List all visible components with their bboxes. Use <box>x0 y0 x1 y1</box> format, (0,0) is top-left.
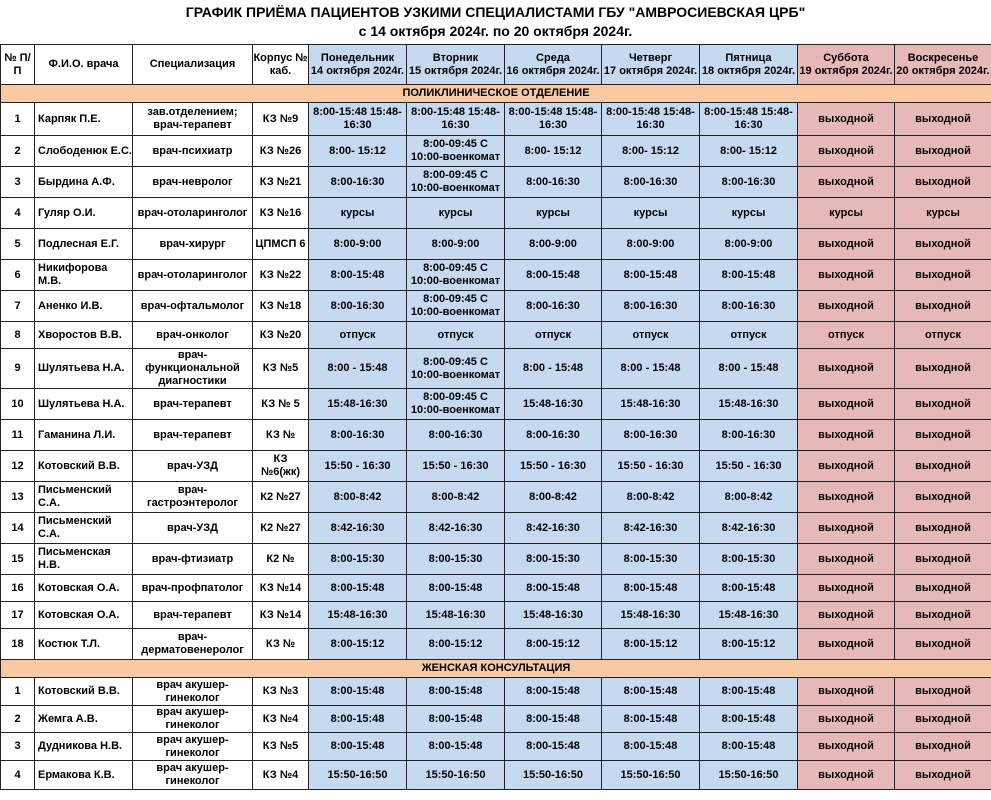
cell-num: 1 <box>1 678 35 706</box>
cell-day-schedule: выходной <box>798 629 895 660</box>
table-row <box>1 198 991 229</box>
cell-day-schedule: 8:00-8:42 <box>407 482 505 513</box>
table-row <box>1 733 991 761</box>
cell-day-schedule: 15:50-16:50 <box>309 761 407 790</box>
cell-num: 4 <box>1 761 35 790</box>
cell-day-schedule: 8:00-09:45 С 10:00-военкомат <box>407 291 505 322</box>
cell-day-schedule: 8:00-9:00 <box>309 229 407 260</box>
cell-day-schedule: выходной <box>798 575 895 602</box>
cell-day-schedule: выходной <box>798 103 895 136</box>
cell-day-schedule: 8:00-15:48 15:48-16:30 <box>407 103 505 136</box>
cell-day-schedule: отпуск <box>700 322 798 349</box>
cell-day-schedule: 15:50-16:50 <box>505 761 602 790</box>
cell-doctor-name: Гуляр О.И. <box>35 198 133 229</box>
schedule-body <box>1 85 991 790</box>
cell-day-schedule: 8:00-16:30 <box>700 291 798 322</box>
header-room: Корпус № каб. <box>253 45 309 85</box>
cell-day-schedule: 8:00-8:42 <box>602 482 700 513</box>
cell-room: КЗ № 5 <box>253 389 309 420</box>
cell-num: 7 <box>1 291 35 322</box>
cell-doctor-name: Шулятьева Н.А. <box>35 389 133 420</box>
cell-day-schedule: 8:00-15:48 <box>407 678 505 706</box>
cell-day-schedule: 8:00-15:30 <box>602 544 700 575</box>
table-row <box>1 229 991 260</box>
cell-day-schedule: 8:00-16:30 <box>602 420 700 451</box>
cell-day-schedule: 8:00-15:12 <box>602 629 700 660</box>
cell-specialization: врач-отоларинголог <box>133 260 253 291</box>
cell-doctor-name: Ермакова К.В. <box>35 761 133 790</box>
cell-day-schedule: выходной <box>895 167 991 198</box>
cell-doctor-name: Хворостов В.В. <box>35 322 133 349</box>
title-line-2: с 14 октября 2024г. по 20 октября 2024г. <box>358 23 633 39</box>
header-name: Ф.И.О. врача <box>35 45 133 85</box>
cell-day-schedule: 8:00 - 15:48 <box>309 349 407 389</box>
cell-day-schedule: 8:00-15:30 <box>309 544 407 575</box>
cell-specialization: врач-терапевт <box>133 602 253 629</box>
cell-num: 3 <box>1 167 35 198</box>
cell-num: 2 <box>1 706 35 733</box>
cell-day-schedule: 8:00-16:30 <box>309 291 407 322</box>
header-spec: Специализация <box>133 45 253 85</box>
cell-day-schedule: 15:50-16:50 <box>700 761 798 790</box>
cell-doctor-name: Аненко И.В. <box>35 291 133 322</box>
cell-room: ЦПМСП 6 <box>253 229 309 260</box>
cell-day-schedule: 8:00-15:48 15:48-16:30 <box>602 103 700 136</box>
cell-doctor-name: Письменская Н.В. <box>35 544 133 575</box>
table-row <box>1 629 991 660</box>
cell-day-schedule: 15:48-16:30 <box>505 389 602 420</box>
cell-day-schedule: 8:00-15:48 <box>505 678 602 706</box>
cell-day-schedule: 15:48-16:30 <box>700 389 798 420</box>
cell-num: 5 <box>1 229 35 260</box>
cell-day-schedule: выходной <box>895 761 991 790</box>
table-row <box>1 544 991 575</box>
cell-doctor-name: Письменский С.А. <box>35 513 133 544</box>
table-row <box>1 602 991 629</box>
cell-day-schedule: 8:00- 15:12 <box>700 136 798 167</box>
cell-day-schedule: 15:48-16:30 <box>602 389 700 420</box>
table-row <box>1 761 991 790</box>
cell-num: 12 <box>1 451 35 482</box>
cell-room: КЗ № <box>253 420 309 451</box>
cell-day-schedule: 8:00-15:48 <box>505 260 602 291</box>
cell-day-schedule: выходной <box>895 136 991 167</box>
cell-specialization: врач акушер-гинеколог <box>133 706 253 733</box>
cell-specialization: врач акушер-гинеколог <box>133 761 253 790</box>
cell-room: КЗ №14 <box>253 602 309 629</box>
cell-day-schedule: выходной <box>798 420 895 451</box>
cell-specialization: врач-УЗД <box>133 513 253 544</box>
cell-day-schedule: выходной <box>895 451 991 482</box>
cell-specialization: врач- функциональной диагностики <box>133 349 253 389</box>
cell-day-schedule: 8:42-16:30 <box>505 513 602 544</box>
cell-day-schedule: 15:48-16:30 <box>602 602 700 629</box>
cell-room: КЗ №4 <box>253 706 309 733</box>
cell-num: 8 <box>1 322 35 349</box>
cell-day-schedule: 15:50 - 16:30 <box>602 451 700 482</box>
cell-specialization: врач-профпатолог <box>133 575 253 602</box>
cell-day-schedule: курсы <box>895 198 991 229</box>
cell-day-schedule: выходной <box>895 103 991 136</box>
cell-day-schedule: выходной <box>895 229 991 260</box>
cell-day-schedule: выходной <box>798 678 895 706</box>
cell-day-schedule: выходной <box>798 349 895 389</box>
cell-day-schedule: выходной <box>798 761 895 790</box>
cell-num: 3 <box>1 733 35 761</box>
cell-num: 2 <box>1 136 35 167</box>
cell-day-schedule: выходной <box>798 544 895 575</box>
cell-day-schedule: выходной <box>798 482 895 513</box>
cell-day-schedule: 8:00-15:48 <box>602 260 700 291</box>
section-header-row <box>1 85 991 103</box>
cell-day-schedule: 8:00-15:48 <box>700 575 798 602</box>
header-day-wed: Среда 16 октября 2024г. <box>505 45 602 85</box>
cell-day-schedule: выходной <box>895 420 991 451</box>
cell-num: 10 <box>1 389 35 420</box>
cell-doctor-name: Котовский В.В. <box>35 451 133 482</box>
cell-room: К2 №27 <box>253 482 309 513</box>
cell-day-schedule: выходной <box>798 136 895 167</box>
cell-day-schedule: отпуск <box>602 322 700 349</box>
cell-day-schedule: 8:42-16:30 <box>700 513 798 544</box>
cell-day-schedule: 8:00-15:48 <box>602 678 700 706</box>
cell-specialization: зав.отделением; врач-терапевт <box>133 103 253 136</box>
cell-day-schedule: выходной <box>895 629 991 660</box>
cell-doctor-name: Никифорова М.В. <box>35 260 133 291</box>
cell-day-schedule: 8:00-16:30 <box>309 420 407 451</box>
cell-room: КЗ №20 <box>253 322 309 349</box>
cell-num: 14 <box>1 513 35 544</box>
cell-day-schedule: 8:00-15:48 <box>700 706 798 733</box>
cell-day-schedule: 15:48-16:30 <box>309 389 407 420</box>
table-row <box>1 575 991 602</box>
cell-doctor-name: Подлесная Е.Г. <box>35 229 133 260</box>
cell-day-schedule: 8:00- 15:12 <box>505 136 602 167</box>
cell-num: 6 <box>1 260 35 291</box>
cell-room: КЗ №18 <box>253 291 309 322</box>
cell-day-schedule: 8:00-16:30 <box>700 420 798 451</box>
cell-num: 1 <box>1 103 35 136</box>
cell-room: КЗ №5 <box>253 733 309 761</box>
cell-day-schedule: выходной <box>798 389 895 420</box>
cell-day-schedule: курсы <box>407 198 505 229</box>
cell-day-schedule: 8:00-9:00 <box>505 229 602 260</box>
cell-specialization: врач-невролог <box>133 167 253 198</box>
cell-specialization: врач акушер-гинеколог <box>133 678 253 706</box>
cell-specialization: врач-терапевт <box>133 420 253 451</box>
schedule-table <box>0 44 991 790</box>
cell-day-schedule: 8:00-15:48 <box>407 706 505 733</box>
title-line-1: ГРАФИК ПРИЁМА ПАЦИЕНТОВ УЗКИМИ СПЕЦИАЛИСТАМИ ГБУ "АМВРОСИЕВСКАЯ ЦРБ" <box>185 4 806 20</box>
cell-room: КЗ №22 <box>253 260 309 291</box>
table-row <box>1 322 991 349</box>
cell-day-schedule: выходной <box>895 575 991 602</box>
cell-day-schedule: 8:42-16:30 <box>309 513 407 544</box>
header-day-mon: Понедельник 14 октября 2024г. <box>309 45 407 85</box>
cell-day-schedule: 8:00-15:48 <box>602 575 700 602</box>
cell-day-schedule: отпуск <box>505 322 602 349</box>
cell-day-schedule: 8:00-15:48 <box>505 575 602 602</box>
cell-day-schedule: 8:00-09:45 С 10:00-военкомат <box>407 136 505 167</box>
cell-day-schedule: 8:00 - 15:48 <box>505 349 602 389</box>
cell-day-schedule: выходной <box>895 678 991 706</box>
cell-room: КЗ №5 <box>253 349 309 389</box>
table-row <box>1 167 991 198</box>
cell-room: КЗ №4 <box>253 761 309 790</box>
cell-day-schedule: 8:00-15:48 <box>309 575 407 602</box>
cell-day-schedule: 8:00-15:48 <box>700 260 798 291</box>
cell-day-schedule: выходной <box>798 706 895 733</box>
cell-day-schedule: 8:00-15:30 <box>505 544 602 575</box>
cell-day-schedule: 8:00-09:45 С 10:00-военкомат <box>407 167 505 198</box>
cell-day-schedule: выходной <box>798 291 895 322</box>
cell-day-schedule: выходной <box>895 513 991 544</box>
cell-doctor-name: Карпяк П.Е. <box>35 103 133 136</box>
cell-day-schedule: 8:00-15:48 15:48-16:30 <box>700 103 798 136</box>
cell-day-schedule: 8:00- 15:12 <box>309 136 407 167</box>
cell-day-schedule: 8:00-15:48 15:48-16:30 <box>309 103 407 136</box>
cell-day-schedule: 8:00-15:48 <box>407 575 505 602</box>
cell-room: КЗ №3 <box>253 678 309 706</box>
cell-doctor-name: Котовская О.А. <box>35 602 133 629</box>
cell-num: 13 <box>1 482 35 513</box>
cell-num: 11 <box>1 420 35 451</box>
cell-doctor-name: Котовская О.А. <box>35 575 133 602</box>
cell-day-schedule: выходной <box>895 733 991 761</box>
table-row <box>1 706 991 733</box>
cell-day-schedule: 8:00-15:48 <box>309 260 407 291</box>
cell-day-schedule: 15:50-16:50 <box>407 761 505 790</box>
table-row <box>1 136 991 167</box>
cell-room: КЗ № <box>253 629 309 660</box>
cell-day-schedule: выходной <box>895 291 991 322</box>
cell-day-schedule: 8:00-16:30 <box>505 167 602 198</box>
cell-day-schedule: 8:00-15:48 <box>602 733 700 761</box>
cell-day-schedule: 8:00-16:30 <box>700 167 798 198</box>
cell-day-schedule: выходной <box>798 733 895 761</box>
table-row <box>1 513 991 544</box>
cell-doctor-name: Жемга А.В. <box>35 706 133 733</box>
schedule-title <box>0 0 991 44</box>
cell-room: КЗ №14 <box>253 575 309 602</box>
cell-day-schedule: 8:00-15:48 <box>505 733 602 761</box>
cell-day-schedule: 8:00-8:42 <box>700 482 798 513</box>
cell-day-schedule: курсы <box>700 198 798 229</box>
cell-day-schedule: 8:00-15:48 <box>505 706 602 733</box>
cell-day-schedule: 8:00-16:30 <box>505 420 602 451</box>
cell-day-schedule: 8:00-8:42 <box>309 482 407 513</box>
cell-day-schedule: выходной <box>798 451 895 482</box>
cell-day-schedule: выходной <box>895 544 991 575</box>
cell-doctor-name: Слободенюк Е.С. <box>35 136 133 167</box>
cell-day-schedule: 8:00-15:30 <box>407 544 505 575</box>
cell-day-schedule: 8:42-16:30 <box>407 513 505 544</box>
cell-day-schedule: курсы <box>798 198 895 229</box>
cell-num: 17 <box>1 602 35 629</box>
cell-day-schedule: выходной <box>895 389 991 420</box>
cell-day-schedule: 8:00-16:30 <box>407 420 505 451</box>
cell-day-schedule: 8:00-9:00 <box>602 229 700 260</box>
cell-day-schedule: выходной <box>798 229 895 260</box>
cell-day-schedule: 8:00-16:30 <box>602 291 700 322</box>
cell-day-schedule: выходной <box>798 260 895 291</box>
cell-day-schedule: 8:00-15:12 <box>505 629 602 660</box>
cell-day-schedule: курсы <box>309 198 407 229</box>
cell-doctor-name: Дудникова Н.В. <box>35 733 133 761</box>
cell-day-schedule: 8:00-15:48 15:48-16:30 <box>505 103 602 136</box>
cell-day-schedule: выходной <box>895 260 991 291</box>
section-title: ПОЛИКЛИНИЧЕСКОЕ ОТДЕЛЕНИЕ <box>1 85 991 103</box>
cell-doctor-name: Шулятьева Н.А. <box>35 349 133 389</box>
cell-specialization: врач-отоларинголог <box>133 198 253 229</box>
cell-day-schedule: выходной <box>798 602 895 629</box>
cell-day-schedule: курсы <box>505 198 602 229</box>
cell-specialization: врач-фтизиатр <box>133 544 253 575</box>
cell-specialization: врач-психиатр <box>133 136 253 167</box>
cell-num: 15 <box>1 544 35 575</box>
cell-specialization: врач-УЗД <box>133 451 253 482</box>
cell-room: КЗ №21 <box>253 167 309 198</box>
cell-day-schedule: 15:48-16:30 <box>407 602 505 629</box>
cell-day-schedule: 8:00-15:48 <box>309 678 407 706</box>
header-day-sun: Воскресенье 20 октября 2024г. <box>895 45 991 85</box>
header-row <box>1 45 991 85</box>
cell-room: КЗ №26 <box>253 136 309 167</box>
cell-day-schedule: 8:00-15:48 <box>309 706 407 733</box>
cell-day-schedule: 15:48-16:30 <box>700 602 798 629</box>
cell-day-schedule: 15:50-16:50 <box>602 761 700 790</box>
cell-day-schedule: 8:00-15:12 <box>407 629 505 660</box>
cell-num: 18 <box>1 629 35 660</box>
cell-day-schedule: 15:50 - 16:30 <box>505 451 602 482</box>
cell-day-schedule: отпуск <box>798 322 895 349</box>
table-row <box>1 451 991 482</box>
cell-specialization: врач-терапевт <box>133 389 253 420</box>
header-day-thu: Четверг 17 октября 2024г. <box>602 45 700 85</box>
header-day-sat: Суббота 19 октября 2024г. <box>798 45 895 85</box>
cell-day-schedule: 8:00-8:42 <box>505 482 602 513</box>
cell-num: 4 <box>1 198 35 229</box>
cell-room: КЗ №16 <box>253 198 309 229</box>
table-row <box>1 389 991 420</box>
cell-day-schedule: 15:50 - 16:30 <box>309 451 407 482</box>
table-row <box>1 420 991 451</box>
cell-doctor-name: Костюк Т.Л. <box>35 629 133 660</box>
cell-day-schedule: 8:00-16:30 <box>602 167 700 198</box>
header-num: № П/П <box>1 45 35 85</box>
cell-doctor-name: Котовский В.В. <box>35 678 133 706</box>
cell-day-schedule: 8:00-09:45 С 10:00-военкомат <box>407 260 505 291</box>
cell-day-schedule: 8:00 - 15:48 <box>700 349 798 389</box>
table-row <box>1 291 991 322</box>
table-row <box>1 678 991 706</box>
cell-day-schedule: 8:00-09:45 С 10:00-военкомат <box>407 349 505 389</box>
cell-day-schedule: 8:00 - 15:48 <box>602 349 700 389</box>
cell-day-schedule: 8:00-15:12 <box>309 629 407 660</box>
cell-day-schedule: 8:00-15:48 <box>602 706 700 733</box>
cell-day-schedule: 8:00-16:30 <box>309 167 407 198</box>
cell-day-schedule: 8:00-9:00 <box>700 229 798 260</box>
table-row <box>1 349 991 389</box>
cell-day-schedule: 8:00-15:12 <box>700 629 798 660</box>
cell-specialization: врач-офтальмолог <box>133 291 253 322</box>
cell-day-schedule: 8:00-15:48 <box>309 733 407 761</box>
cell-day-schedule: 8:00-16:30 <box>505 291 602 322</box>
cell-room: КЗ №6(жк) <box>253 451 309 482</box>
section-header-row <box>1 660 991 678</box>
cell-day-schedule: выходной <box>895 706 991 733</box>
cell-specialization: врач акушер-гинеколог <box>133 733 253 761</box>
cell-day-schedule: 8:00-09:45 С 10:00-военкомат <box>407 389 505 420</box>
cell-day-schedule: 8:00- 15:12 <box>602 136 700 167</box>
cell-day-schedule: 8:00-15:30 <box>700 544 798 575</box>
cell-num: 16 <box>1 575 35 602</box>
cell-day-schedule: 8:42-16:30 <box>602 513 700 544</box>
cell-doctor-name: Гаманина Л.И. <box>35 420 133 451</box>
cell-day-schedule: отпуск <box>407 322 505 349</box>
cell-doctor-name: Бырдина А.Ф. <box>35 167 133 198</box>
cell-specialization: врач-дерматовенеролог <box>133 629 253 660</box>
cell-day-schedule: 15:50 - 16:30 <box>407 451 505 482</box>
cell-day-schedule: выходной <box>798 513 895 544</box>
cell-specialization: врач-онколог <box>133 322 253 349</box>
cell-day-schedule: выходной <box>798 167 895 198</box>
cell-day-schedule: 8:00-15:48 <box>407 733 505 761</box>
cell-day-schedule: выходной <box>895 349 991 389</box>
section-title: ЖЕНСКАЯ КОНСУЛЬТАЦИЯ <box>1 660 991 678</box>
cell-doctor-name: Письменский С.А. <box>35 482 133 513</box>
cell-specialization: врач-хирург <box>133 229 253 260</box>
cell-day-schedule: 15:48-16:30 <box>309 602 407 629</box>
cell-day-schedule: отпуск <box>895 322 991 349</box>
header-day-tue: Вторник 15 октября 2024г. <box>407 45 505 85</box>
table-row <box>1 482 991 513</box>
cell-room: КЗ №9 <box>253 103 309 136</box>
table-row <box>1 260 991 291</box>
cell-day-schedule: 8:00-9:00 <box>407 229 505 260</box>
cell-day-schedule: 15:50 - 16:30 <box>700 451 798 482</box>
cell-num: 9 <box>1 349 35 389</box>
cell-day-schedule: выходной <box>895 602 991 629</box>
cell-day-schedule: выходной <box>895 482 991 513</box>
cell-day-schedule: отпуск <box>309 322 407 349</box>
cell-day-schedule: 8:00-15:48 <box>700 733 798 761</box>
cell-room: К2 № <box>253 544 309 575</box>
cell-specialization: врач-гастроэнтеролог <box>133 482 253 513</box>
cell-day-schedule: 8:00-15:48 <box>700 678 798 706</box>
cell-day-schedule: курсы <box>602 198 700 229</box>
cell-room: К2 №27 <box>253 513 309 544</box>
cell-day-schedule: 15:48-16:30 <box>505 602 602 629</box>
table-row <box>1 103 991 136</box>
header-day-fri: Пятница 18 октября 2024г. <box>700 45 798 85</box>
